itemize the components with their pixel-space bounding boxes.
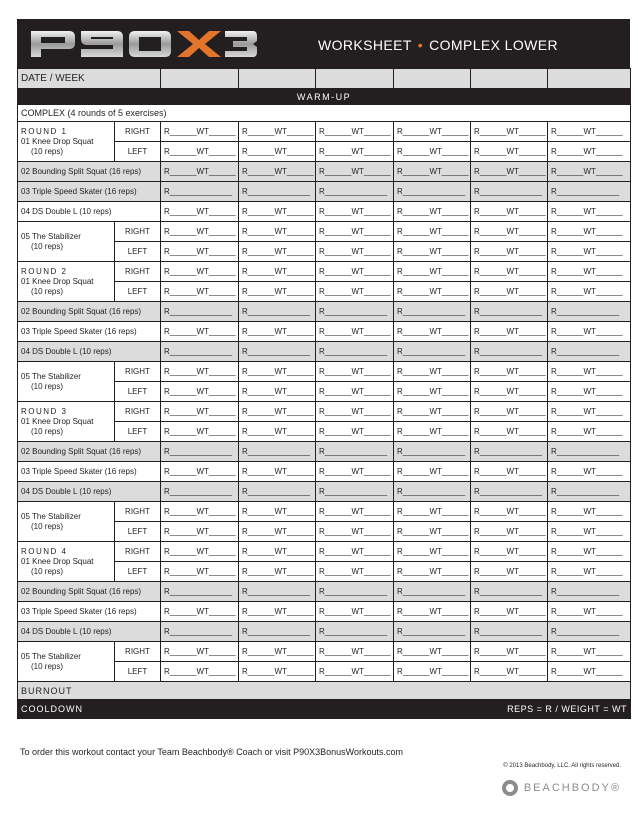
- log-cell[interactable]: R______WT______: [548, 202, 631, 222]
- exercise-label: 01 Knee Drop Squat: [21, 276, 94, 286]
- log-cell[interactable]: R______WT______: [394, 162, 471, 182]
- log-cell[interactable]: R______________: [316, 182, 394, 202]
- warmup-label: WARM-UP: [18, 89, 631, 105]
- log-cell[interactable]: R______WT______: [394, 242, 471, 262]
- log-cell[interactable]: R______WT______: [161, 522, 239, 542]
- log-cell[interactable]: R______WT______: [161, 462, 239, 482]
- side-left-label: LEFT: [115, 562, 161, 582]
- exercise-label: 05 The Stabilizer: [21, 651, 81, 661]
- worksheet-label: WORKSHEET: [317, 37, 412, 53]
- exercise-name: [18, 402, 115, 442]
- log-cell[interactable]: R______WT______: [239, 402, 316, 422]
- log-cell[interactable]: R______WT______: [548, 282, 631, 302]
- complex-row: [18, 105, 631, 122]
- log-cell[interactable]: R______WT______: [239, 242, 316, 262]
- log-cell[interactable]: R______WT______: [316, 222, 394, 242]
- exercise-name: 03 Triple Speed Skater (16 reps): [18, 182, 161, 202]
- log-cell[interactable]: R______WT______: [548, 142, 631, 162]
- side-left-label: LEFT: [115, 422, 161, 442]
- copyright-notice: © 2013 Beachbody, LLC. All rights reserved.: [503, 763, 621, 769]
- log-cell[interactable]: R______WT______: [471, 122, 548, 142]
- side-right-label: RIGHT: [115, 362, 161, 382]
- p90x3-logo: [29, 28, 259, 60]
- log-cell[interactable]: R______________: [316, 582, 394, 602]
- side-right-label: RIGHT: [115, 262, 161, 282]
- log-cell[interactable]: R______WT______: [471, 222, 548, 242]
- log-cell[interactable]: R______WT______: [471, 522, 548, 542]
- log-cell[interactable]: R______WT______: [471, 322, 548, 342]
- log-cell[interactable]: R______WT______: [316, 602, 394, 622]
- exercise-name: 03 Triple Speed Skater (16 reps): [18, 602, 161, 622]
- date-cell[interactable]: [394, 69, 471, 89]
- exercise-row: [18, 622, 631, 642]
- log-cell[interactable]: R______________: [239, 622, 316, 642]
- exercise-reps: (10 reps): [31, 521, 64, 531]
- log-cell[interactable]: R______WT______: [161, 402, 239, 422]
- complex-label: COMPLEX (4 rounds of 5 exercises): [18, 105, 631, 122]
- log-cell[interactable]: R______WT______: [394, 362, 471, 382]
- log-cell[interactable]: R______WT______: [239, 222, 316, 242]
- log-cell[interactable]: R______WT______: [471, 562, 548, 582]
- exercise-name: [18, 262, 115, 302]
- log-cell[interactable]: R______WT______: [316, 422, 394, 442]
- log-cell[interactable]: R______________: [394, 302, 471, 322]
- log-cell[interactable]: R______WT______: [471, 402, 548, 422]
- log-cell[interactable]: R______WT______: [394, 642, 471, 662]
- log-cell[interactable]: R______________: [471, 342, 548, 362]
- exercise-reps: (10 reps): [31, 241, 64, 251]
- log-cell[interactable]: R______WT______: [471, 642, 548, 662]
- log-cell[interactable]: R______________: [548, 302, 631, 322]
- log-cell[interactable]: R______WT______: [471, 162, 548, 182]
- exercise-name: [18, 222, 115, 262]
- exercise-row: [18, 342, 631, 362]
- exercise-row: [18, 362, 631, 382]
- date-cell[interactable]: [316, 69, 394, 89]
- log-cell[interactable]: R______________: [471, 302, 548, 322]
- date-week-row: [18, 69, 631, 89]
- side-right-label: RIGHT: [115, 642, 161, 662]
- log-cell[interactable]: R______WT______: [316, 162, 394, 182]
- date-week-label: DATE / WEEK: [18, 69, 161, 89]
- log-cell[interactable]: R______WT______: [161, 202, 239, 222]
- worksheet-title: [318, 37, 558, 53]
- log-cell[interactable]: R______________: [316, 482, 394, 502]
- log-cell[interactable]: R______WT______: [161, 222, 239, 242]
- exercise-row: [18, 442, 631, 462]
- exercise-row: [18, 162, 631, 182]
- cooldown-cell: [18, 700, 631, 719]
- log-cell[interactable]: R______________: [471, 442, 548, 462]
- log-cell[interactable]: R______WT______: [548, 382, 631, 402]
- log-cell[interactable]: R______________: [239, 182, 316, 202]
- log-cell[interactable]: R______WT______: [471, 662, 548, 682]
- exercise-label: 05 The Stabilizer: [21, 231, 81, 241]
- log-cell[interactable]: R______WT______: [548, 542, 631, 562]
- log-cell[interactable]: R______________: [548, 482, 631, 502]
- warmup-row: [18, 89, 631, 105]
- log-cell[interactable]: R______WT______: [161, 262, 239, 282]
- exercise-reps: (10 reps): [31, 661, 64, 671]
- log-cell[interactable]: R______WT______: [316, 542, 394, 562]
- date-cell[interactable]: [161, 69, 239, 89]
- log-cell[interactable]: R______WT______: [394, 402, 471, 422]
- log-cell[interactable]: R______WT______: [316, 502, 394, 522]
- log-cell[interactable]: R______WT______: [548, 602, 631, 622]
- cooldown-row: [18, 700, 631, 719]
- log-cell[interactable]: R______WT______: [394, 562, 471, 582]
- log-cell[interactable]: R______WT______: [239, 262, 316, 282]
- log-cell[interactable]: R______________: [548, 622, 631, 642]
- log-cell[interactable]: R______WT______: [394, 122, 471, 142]
- log-cell[interactable]: R______WT______: [239, 562, 316, 582]
- log-cell[interactable]: R______WT______: [161, 242, 239, 262]
- log-cell[interactable]: R______________: [471, 582, 548, 602]
- log-cell[interactable]: R______WT______: [548, 402, 631, 422]
- log-cell[interactable]: R______________: [239, 342, 316, 362]
- log-cell[interactable]: R______WT______: [316, 522, 394, 542]
- log-cell[interactable]: R______WT______: [316, 382, 394, 402]
- beachbody-wordmark: BEACHBODY®: [523, 782, 621, 794]
- log-cell[interactable]: R______WT______: [548, 262, 631, 282]
- log-cell[interactable]: R______WT______: [548, 162, 631, 182]
- log-cell[interactable]: R______WT______: [239, 662, 316, 682]
- exercise-row: [18, 482, 631, 502]
- log-cell[interactable]: R______________: [316, 442, 394, 462]
- log-cell[interactable]: R______WT______: [239, 202, 316, 222]
- log-cell[interactable]: R______WT______: [316, 322, 394, 342]
- log-cell[interactable]: R______WT______: [316, 402, 394, 422]
- exercise-row: [18, 642, 631, 662]
- log-cell[interactable]: R______WT______: [471, 422, 548, 442]
- log-cell[interactable]: R______WT______: [394, 462, 471, 482]
- log-cell[interactable]: R______WT______: [548, 242, 631, 262]
- side-right-label: RIGHT: [115, 222, 161, 242]
- log-cell[interactable]: R______________: [161, 342, 239, 362]
- exercise-row: [18, 322, 631, 342]
- log-cell[interactable]: R______WT______: [394, 322, 471, 342]
- exercise-name: 04 DS Double L (10 reps): [18, 342, 161, 362]
- log-cell[interactable]: R______WT______: [316, 122, 394, 142]
- side-left-label: LEFT: [115, 282, 161, 302]
- log-cell[interactable]: R______WT______: [316, 562, 394, 582]
- log-cell[interactable]: R______________: [394, 182, 471, 202]
- exercise-name: 02 Bounding Split Squat (16 reps): [18, 442, 161, 462]
- log-cell[interactable]: R______WT______: [548, 362, 631, 382]
- log-cell[interactable]: R______WT______: [316, 242, 394, 262]
- worksheet-header: [17, 19, 630, 68]
- exercise-name: 04 DS Double L (10 reps): [18, 622, 161, 642]
- exercise-name: 04 DS Double L (10 reps): [18, 202, 161, 222]
- exercise-reps: (10 reps): [31, 426, 64, 436]
- log-cell[interactable]: R______WT______: [239, 602, 316, 622]
- exercise-name: 02 Bounding Split Squat (16 reps): [18, 162, 161, 182]
- log-cell[interactable]: R______________: [161, 302, 239, 322]
- log-cell[interactable]: R______________: [394, 482, 471, 502]
- log-cell[interactable]: R______________: [548, 582, 631, 602]
- exercise-label: 01 Knee Drop Squat: [21, 416, 94, 426]
- log-cell[interactable]: R______WT______: [316, 262, 394, 282]
- round-title: ROUND 4: [21, 546, 68, 556]
- log-cell[interactable]: R______WT______: [471, 462, 548, 482]
- exercise-row: [18, 462, 631, 482]
- side-left-label: LEFT: [115, 522, 161, 542]
- side-right-label: RIGHT: [115, 542, 161, 562]
- log-cell[interactable]: R______WT______: [471, 362, 548, 382]
- log-cell[interactable]: R______WT______: [161, 122, 239, 142]
- log-cell[interactable]: R______WT______: [471, 262, 548, 282]
- log-cell[interactable]: R______WT______: [239, 502, 316, 522]
- log-cell[interactable]: R______WT______: [548, 662, 631, 682]
- side-right-label: RIGHT: [115, 502, 161, 522]
- log-cell[interactable]: R______________: [394, 442, 471, 462]
- log-cell[interactable]: R______WT______: [239, 122, 316, 142]
- log-cell[interactable]: R______WT______: [239, 642, 316, 662]
- log-cell[interactable]: R______WT______: [239, 462, 316, 482]
- log-cell[interactable]: R______WT______: [316, 282, 394, 302]
- side-right-label: RIGHT: [115, 122, 161, 142]
- log-cell[interactable]: R______WT______: [471, 142, 548, 162]
- log-cell[interactable]: R______WT______: [394, 282, 471, 302]
- side-left-label: LEFT: [115, 382, 161, 402]
- cooldown-label: COOLDOWN: [21, 704, 83, 714]
- log-cell[interactable]: R______________: [316, 342, 394, 362]
- exercise-row: [18, 182, 631, 202]
- log-cell[interactable]: R______WT______: [316, 362, 394, 382]
- log-cell[interactable]: R______WT______: [548, 422, 631, 442]
- log-cell[interactable]: R______WT______: [316, 202, 394, 222]
- log-cell[interactable]: R______WT______: [161, 362, 239, 382]
- log-cell[interactable]: R______WT______: [548, 522, 631, 542]
- exercise-name: [18, 122, 115, 162]
- round-title: ROUND 1: [21, 126, 68, 136]
- log-cell[interactable]: R______________: [239, 482, 316, 502]
- log-cell[interactable]: R______________: [161, 482, 239, 502]
- exercise-row: [18, 202, 631, 222]
- log-cell[interactable]: R______WT______: [239, 542, 316, 562]
- log-cell[interactable]: R______WT______: [394, 202, 471, 222]
- log-cell[interactable]: R______________: [548, 442, 631, 462]
- exercise-name: [18, 642, 115, 682]
- log-cell[interactable]: R______________: [239, 582, 316, 602]
- log-cell[interactable]: R______________: [471, 182, 548, 202]
- log-cell[interactable]: R______________: [394, 622, 471, 642]
- date-cell[interactable]: [471, 69, 548, 89]
- log-cell[interactable]: R______WT______: [394, 142, 471, 162]
- exercise-row: [18, 122, 631, 142]
- log-cell[interactable]: R______WT______: [161, 162, 239, 182]
- log-cell[interactable]: R______WT______: [548, 462, 631, 482]
- log-cell[interactable]: R______WT______: [394, 542, 471, 562]
- log-cell[interactable]: R______WT______: [394, 422, 471, 442]
- log-cell[interactable]: R______________: [471, 482, 548, 502]
- exercise-name: 03 Triple Speed Skater (16 reps): [18, 322, 161, 342]
- log-cell[interactable]: R______WT______: [471, 282, 548, 302]
- exercise-label: 05 The Stabilizer: [21, 511, 81, 521]
- exercise-name: 02 Bounding Split Squat (16 reps): [18, 302, 161, 322]
- side-left-label: LEFT: [115, 142, 161, 162]
- round-title: ROUND 3: [21, 406, 68, 416]
- log-cell[interactable]: R______WT______: [471, 242, 548, 262]
- log-cell[interactable]: R______WT______: [471, 542, 548, 562]
- exercise-row: [18, 502, 631, 522]
- log-cell[interactable]: R______WT______: [548, 222, 631, 242]
- log-cell[interactable]: R______________: [394, 342, 471, 362]
- exercise-name: [18, 362, 115, 402]
- log-cell[interactable]: R______WT______: [471, 502, 548, 522]
- log-cell[interactable]: R______WT______: [316, 662, 394, 682]
- log-cell[interactable]: R______WT______: [239, 422, 316, 442]
- round-title: ROUND 2: [21, 266, 68, 276]
- exercise-reps: (10 reps): [31, 566, 64, 576]
- log-cell[interactable]: R______WT______: [161, 382, 239, 402]
- log-cell[interactable]: R______WT______: [239, 382, 316, 402]
- log-cell[interactable]: R______WT______: [471, 202, 548, 222]
- exercise-label: 01 Knee Drop Squat: [21, 136, 94, 146]
- date-cell[interactable]: [548, 69, 631, 89]
- beachbody-mark-icon: [502, 780, 518, 796]
- title-separator: •: [417, 37, 424, 53]
- exercise-name: 02 Bounding Split Squat (16 reps): [18, 582, 161, 602]
- log-cell[interactable]: R______WT______: [548, 642, 631, 662]
- log-cell[interactable]: R______WT______: [239, 282, 316, 302]
- log-cell[interactable]: R______________: [161, 442, 239, 462]
- log-cell[interactable]: R______WT______: [394, 602, 471, 622]
- log-cell[interactable]: R______________: [161, 622, 239, 642]
- exercise-reps: (10 reps): [31, 286, 64, 296]
- worksheet-table: [17, 68, 631, 719]
- log-cell[interactable]: R______________: [161, 582, 239, 602]
- log-cell[interactable]: R______________: [471, 622, 548, 642]
- log-cell[interactable]: R______________: [239, 302, 316, 322]
- side-left-label: LEFT: [115, 662, 161, 682]
- log-cell[interactable]: R______WT______: [471, 382, 548, 402]
- side-left-label: LEFT: [115, 242, 161, 262]
- log-cell[interactable]: R______WT______: [394, 502, 471, 522]
- log-cell[interactable]: R______WT______: [548, 502, 631, 522]
- exercise-row: [18, 582, 631, 602]
- workout-title: COMPLEX LOWER: [429, 37, 558, 53]
- log-cell[interactable]: R______WT______: [316, 642, 394, 662]
- log-cell[interactable]: R______________: [548, 342, 631, 362]
- log-cell[interactable]: R______WT______: [471, 602, 548, 622]
- exercise-name: 04 DS Double L (10 reps): [18, 482, 161, 502]
- log-cell[interactable]: R______WT______: [161, 602, 239, 622]
- exercise-reps: (10 reps): [31, 146, 64, 156]
- log-cell[interactable]: R______WT______: [161, 282, 239, 302]
- exercise-label: 05 The Stabilizer: [21, 371, 81, 381]
- exercise-label: 01 Knee Drop Squat: [21, 556, 94, 566]
- log-cell[interactable]: R______WT______: [239, 362, 316, 382]
- log-cell[interactable]: R______________: [316, 622, 394, 642]
- log-cell[interactable]: R______________: [548, 182, 631, 202]
- log-cell[interactable]: R______WT______: [394, 522, 471, 542]
- log-cell[interactable]: R______WT______: [316, 142, 394, 162]
- log-cell[interactable]: R______WT______: [161, 502, 239, 522]
- log-cell[interactable]: R______WT______: [394, 662, 471, 682]
- log-cell[interactable]: R______WT______: [394, 222, 471, 242]
- burnout-row: [18, 682, 631, 700]
- log-cell[interactable]: R______WT______: [239, 322, 316, 342]
- exercise-row: [18, 222, 631, 242]
- log-cell[interactable]: R______WT______: [161, 642, 239, 662]
- exercise-reps: (10 reps): [31, 381, 64, 391]
- log-cell[interactable]: R______WT______: [161, 562, 239, 582]
- exercise-name: [18, 542, 115, 582]
- legend-note: REPS = R / WEIGHT = WT: [507, 704, 627, 714]
- exercise-row: [18, 402, 631, 422]
- log-cell[interactable]: R______________: [394, 582, 471, 602]
- log-cell[interactable]: R______WT______: [161, 142, 239, 162]
- log-cell[interactable]: R______________: [316, 302, 394, 322]
- log-cell[interactable]: R______________: [161, 182, 239, 202]
- exercise-row: [18, 262, 631, 282]
- log-cell[interactable]: R______WT______: [394, 262, 471, 282]
- exercise-name: 03 Triple Speed Skater (16 reps): [18, 462, 161, 482]
- exercise-row: [18, 542, 631, 562]
- burnout-label: BURNOUT: [18, 682, 631, 700]
- log-cell[interactable]: R______WT______: [548, 122, 631, 142]
- side-right-label: RIGHT: [115, 402, 161, 422]
- exercise-row: [18, 602, 631, 622]
- log-cell[interactable]: R______WT______: [394, 382, 471, 402]
- date-cell[interactable]: [239, 69, 316, 89]
- log-cell[interactable]: R______WT______: [161, 542, 239, 562]
- log-cell[interactable]: R______WT______: [316, 462, 394, 482]
- log-cell[interactable]: R______WT______: [161, 422, 239, 442]
- exercise-row: [18, 302, 631, 322]
- beachbody-logo: [502, 778, 621, 798]
- log-cell[interactable]: R______WT______: [239, 162, 316, 182]
- log-cell[interactable]: R______WT______: [239, 522, 316, 542]
- log-cell[interactable]: R______WT______: [161, 322, 239, 342]
- order-info: To order this workout contact your Team Beachbody® Coach or visit P90X3BonusWorkouts.com: [20, 747, 403, 757]
- log-cell[interactable]: R______________: [239, 442, 316, 462]
- exercise-name: [18, 502, 115, 542]
- log-cell[interactable]: R______WT______: [548, 562, 631, 582]
- log-cell[interactable]: R______WT______: [239, 142, 316, 162]
- log-cell[interactable]: R______WT______: [548, 322, 631, 342]
- log-cell[interactable]: R______WT______: [161, 662, 239, 682]
